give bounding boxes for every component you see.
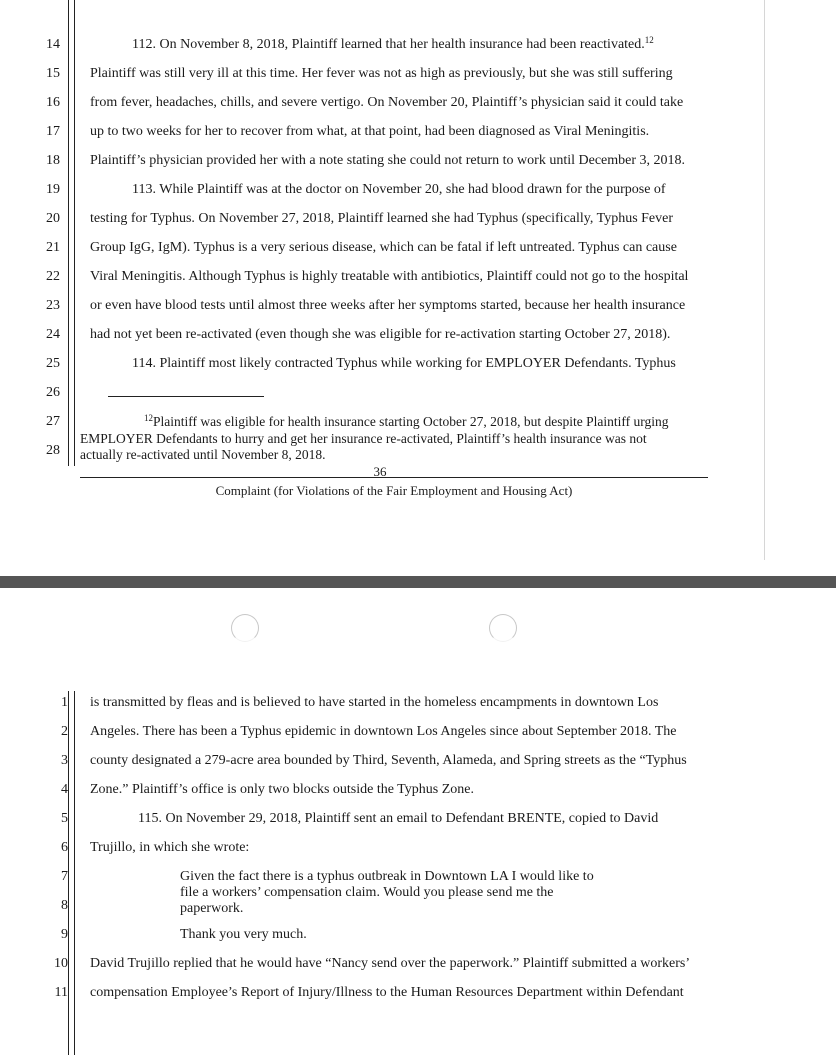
punch-hole-left: [231, 614, 259, 642]
line-number: 9: [61, 927, 68, 942]
text-line: is transmitted by fleas and is believed to have started in the homeless encampments in downtown Los: [90, 695, 659, 710]
line-number: 23: [46, 298, 60, 313]
document-page-37: [0, 588, 836, 1055]
line-number: 21: [46, 240, 60, 255]
text-line: testing for Typhus. On November 27, 2018, Plaintiff learned she had Typhus (specifically, Typhus Fever: [90, 211, 674, 226]
line-number: 14: [46, 37, 60, 52]
text-line: from fever, headaches, chills, and severe vertigo. On November 20, Plaintiff’s physician said it could take: [90, 95, 684, 110]
text-line: David Trujillo replied that he would have “Nancy send over the paperwork.” Plaintiff submitted a workers’: [90, 956, 691, 971]
line-number: 15: [46, 66, 60, 81]
footnote-text: Plaintiff was eligible for health insurance starting October 27, 2018, but despite Plaintiff urging: [153, 414, 669, 429]
line-number: 27: [46, 414, 60, 429]
line-number: 2: [61, 724, 68, 739]
text-line: 113. While Plaintiff was at the doctor on November 20, she had blood drawn for the purpose of: [132, 182, 666, 197]
line-number: 25: [46, 356, 60, 371]
text-line: had not yet been re-activated (even though she was eligible for re-activation starting October 27, 2018).: [90, 327, 671, 342]
text-line: Trujillo, in which she wrote:: [90, 840, 250, 855]
text-line-content: 112. On November 8, 2018, Plaintiff learned that her health insurance had been reactivated.: [132, 37, 645, 52]
footer-rule: [80, 477, 708, 478]
line-number: 6: [61, 840, 68, 855]
line-number: 19: [46, 182, 60, 197]
footnote-line: EMPLOYER Defendants to hurry and get her insurance re-activated, Plaintiff’s health insurance was not: [80, 431, 647, 446]
quote-line: Given the fact there is a typhus outbreak in Downtown LA I would like to: [180, 869, 594, 884]
text-line: Group IgG, IgM). Typhus is a very serious disease, which can be fatal if left untreated. Typhus can cause: [90, 240, 677, 255]
page-divider: [0, 576, 836, 588]
text-line: Plaintiff was still very ill at this time. Her fever was not as high as previously, but she was still suffering: [90, 66, 673, 81]
line-number: 3: [61, 753, 68, 768]
line-number: 26: [46, 385, 60, 400]
text-line: Viral Meningitis. Although Typhus is highly treatable with antibiotics, Plaintiff could not go to the hospital: [90, 269, 689, 284]
footnote-separator: [108, 396, 264, 397]
text-line: Zone.” Plaintiff’s office is only two blocks outside the Typhus Zone.: [90, 782, 474, 797]
line-number: 11: [54, 985, 68, 1000]
line-number: 1: [61, 695, 68, 710]
line-number: 22: [46, 269, 60, 284]
line-number: 17: [46, 124, 60, 139]
text-line: 114. Plaintiff most likely contracted Typhus while working for EMPLOYER Defendants. Typhus: [132, 356, 676, 371]
footnote-line: [144, 414, 669, 430]
line-number: 28: [46, 443, 60, 458]
line-number: 4: [61, 782, 68, 797]
footnote-line: actually re-activated until November 8, 2018.: [80, 447, 326, 462]
text-line: 115. On November 29, 2018, Plaintiff sent an email to Defendant BRENTE, copied to David: [138, 811, 659, 826]
line-number: 20: [46, 211, 60, 226]
footer-title: Complaint (for Violations of the Fair Employment and Housing Act): [215, 483, 573, 498]
quote-line: paperwork.: [180, 901, 244, 916]
text-line: or even have blood tests until almost three weeks after her symptoms started, because her health insurance: [90, 298, 686, 313]
footnote-ref: 12: [644, 35, 654, 45]
text-line: county designated a 279-acre area bounded by Third, Seventh, Alameda, and Spring streets as the “Typhus: [90, 753, 687, 768]
punch-hole-right: [489, 614, 517, 642]
text-line: compensation Employee’s Report of Injury/Illness to the Human Resources Department within Defendant: [90, 985, 684, 1000]
line-number: 8: [61, 898, 68, 913]
page-number: 36: [373, 464, 387, 479]
left-margin-rule: [68, 691, 75, 1055]
text-line: [132, 37, 654, 53]
text-line: up to two weeks for her to recover from what, at that point, had been diagnosed as Viral Meningitis.: [90, 124, 650, 139]
line-number: 16: [46, 95, 60, 110]
line-number: 18: [46, 153, 60, 168]
left-margin-rule: [68, 0, 75, 466]
text-line: Angeles. There has been a Typhus epidemic in downtown Los Angeles since about September 2018. The: [90, 724, 677, 739]
scan-edge-shadow: [764, 0, 765, 560]
footnote-marker: 12: [144, 413, 153, 423]
text-line: Plaintiff’s physician provided her with a note stating she could not return to work until December 3, 2018.: [90, 153, 686, 168]
quote-line: file a workers’ compensation claim. Would you please send me the: [180, 885, 554, 900]
line-number: 10: [54, 956, 68, 971]
line-number: 5: [61, 811, 68, 826]
line-number: 7: [61, 869, 68, 884]
quote-line: Thank you very much.: [180, 927, 307, 942]
line-number: 24: [46, 327, 60, 342]
